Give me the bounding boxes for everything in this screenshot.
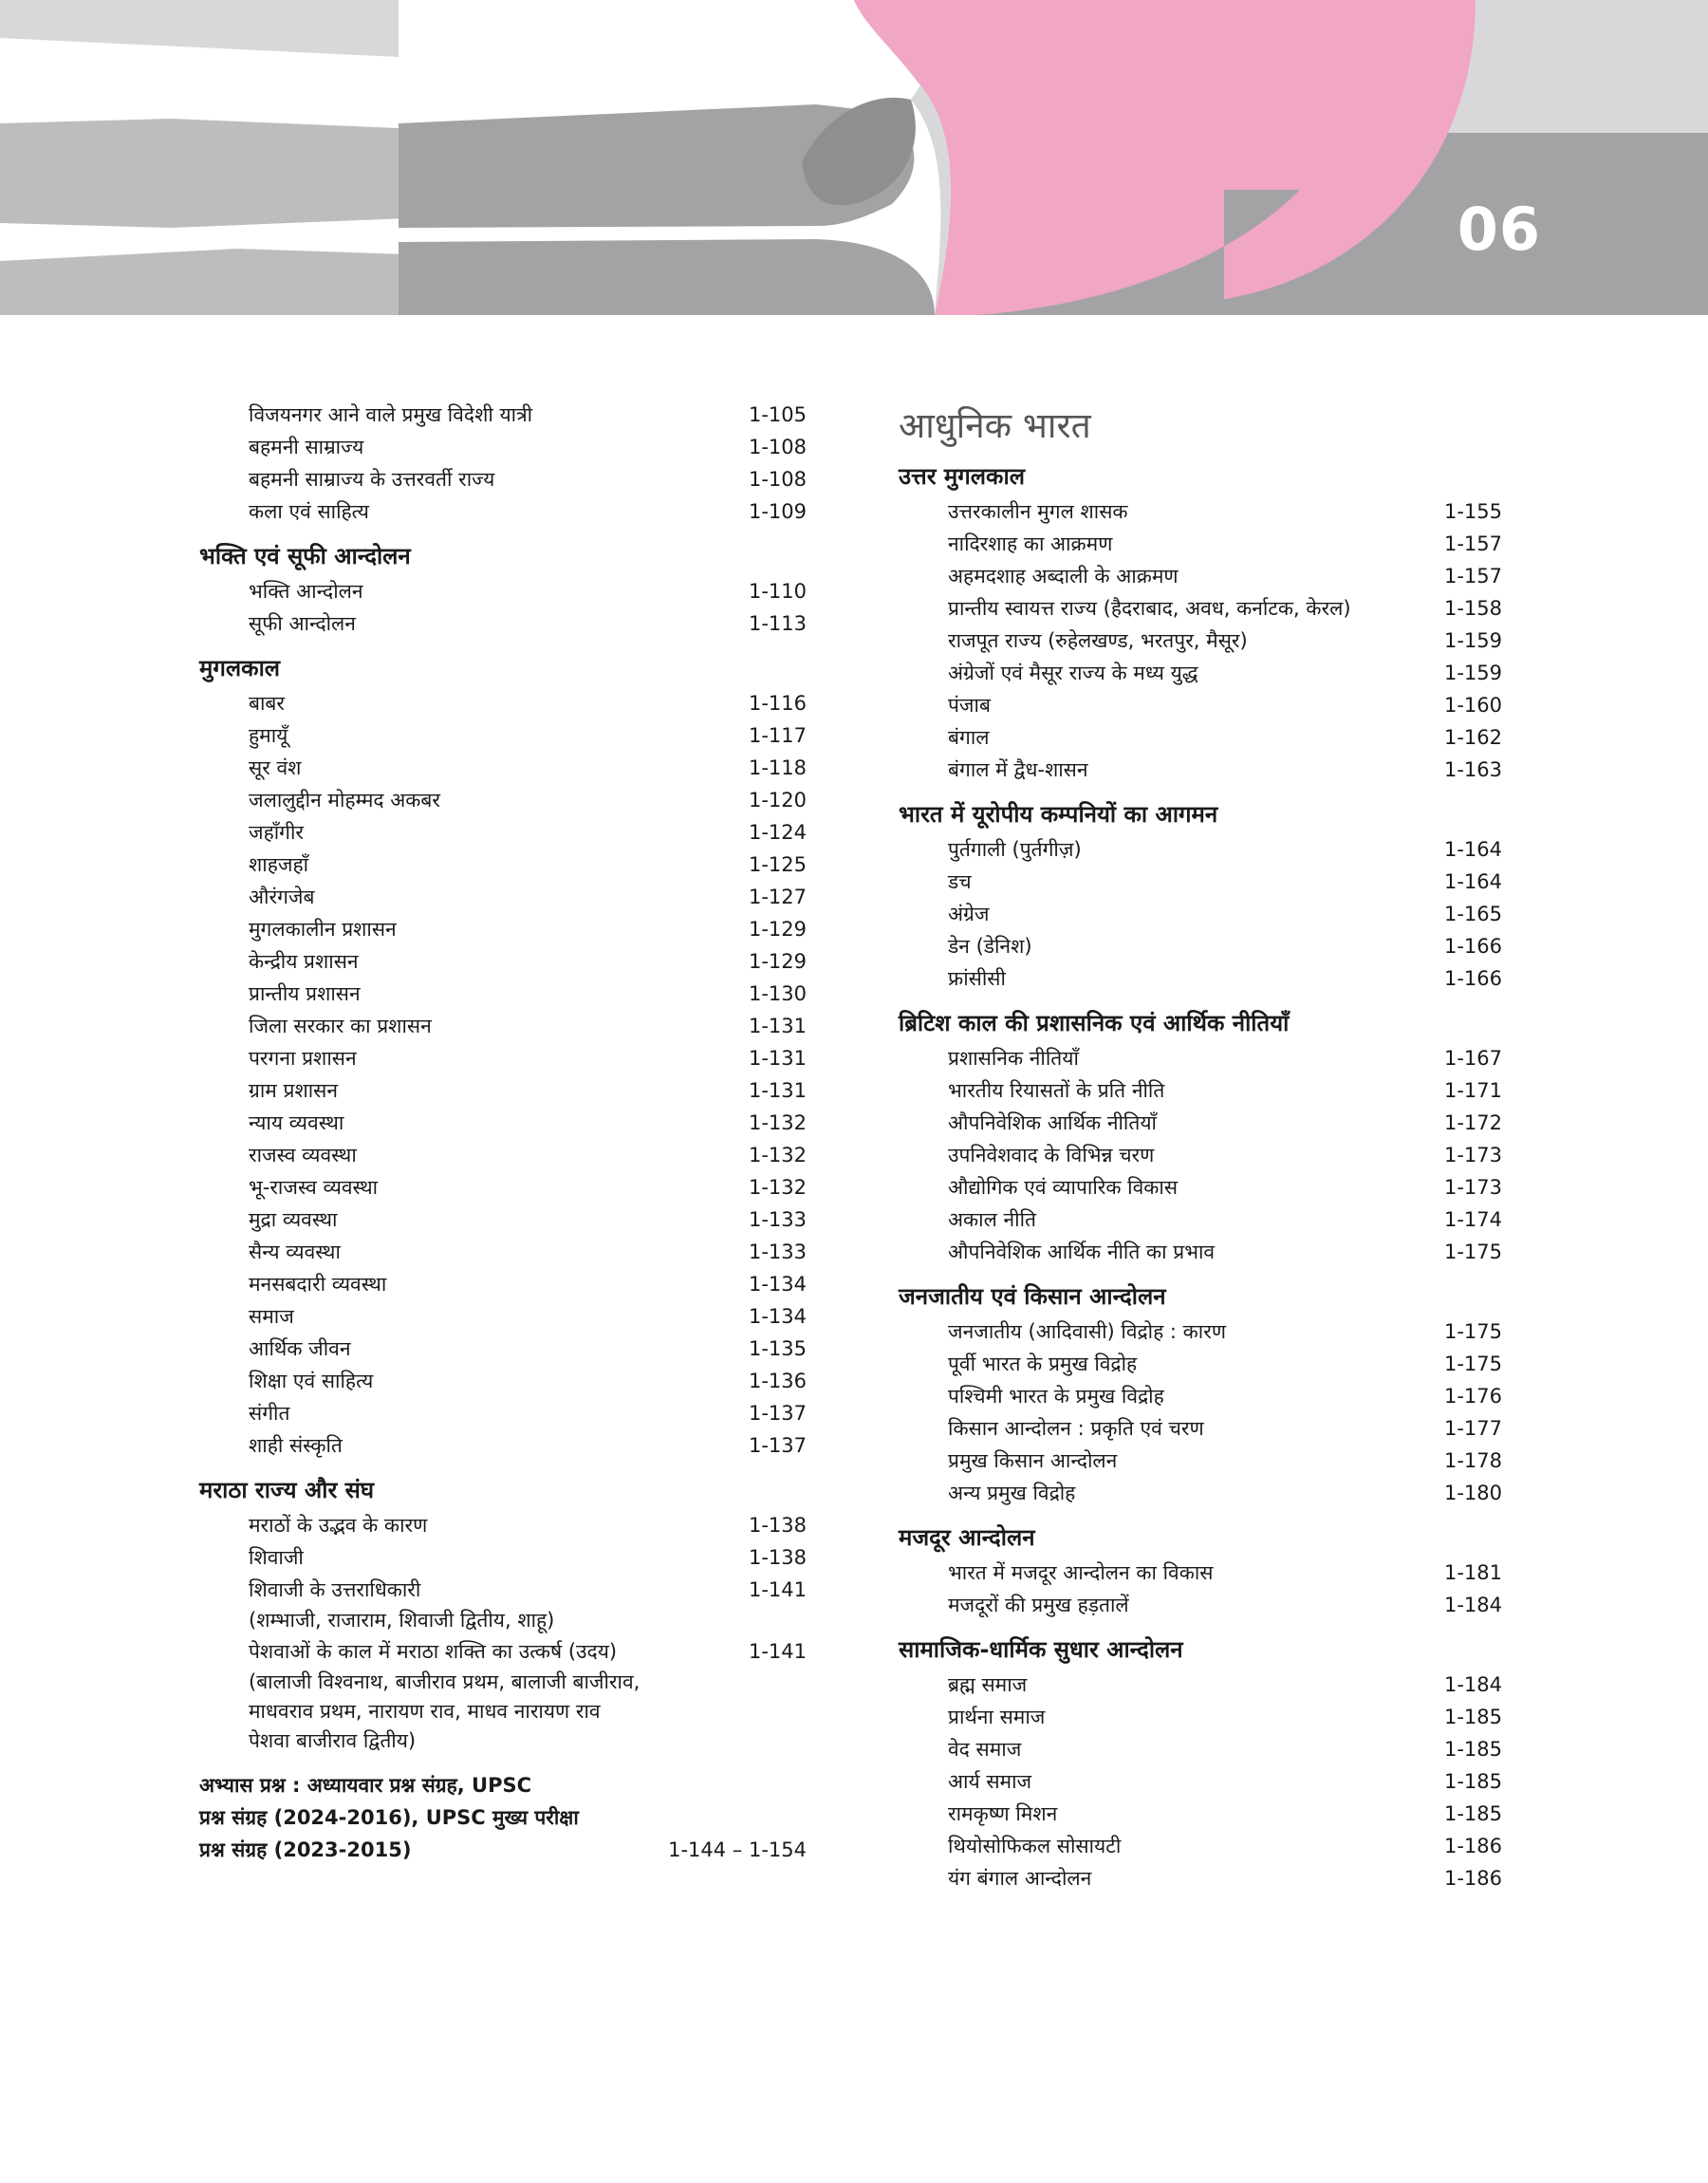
toc-entry-page: 1-109 [748,500,807,523]
toc-entry[interactable] [899,689,1502,721]
toc-entry[interactable] [899,1412,1502,1445]
toc-entry-label: प्रमुख किसान आन्दोलन [948,1449,1118,1472]
toc-entry-page: 1-173 [1443,1176,1502,1199]
toc-entry[interactable] [899,1477,1502,1509]
toc-entry-label: विजयनगर आने वाले प्रमुख विदेशी यात्री [249,403,533,426]
toc-entry-page: 1-165 [1443,903,1502,925]
toc-entry-label: मजदूरों की प्रमुख हड़तालें [948,1594,1129,1616]
toc-entry[interactable] [899,1107,1502,1139]
toc-entry-label: डेन (डेनिश) [948,935,1032,958]
exercise-entry[interactable] [199,1769,807,1866]
toc-entry-label: पुर्तगाली (पुर्तगीज़) [948,838,1082,861]
toc-entry-label: शिवाजी के उत्तराधिकारी [249,1578,421,1601]
toc-entry-page: 1-133 [748,1241,807,1263]
toc-entry-label: बाबर [249,692,286,715]
toc-entry-label: भू-राजस्व व्यवस्था [249,1176,379,1199]
toc-entry-page: 1-173 [1443,1144,1502,1166]
exercise-page-range: 1-144 – 1-154 [668,1838,807,1861]
toc-entry-page: 1-130 [748,982,807,1005]
toc-entry-label: सूफी आन्दोलन [249,612,356,635]
toc-entry[interactable] [899,1798,1502,1830]
toc-entry-page: 1-133 [748,1208,807,1231]
toc-entry-continuation: माधवराव प्रथम, नारायण राव, माधव नारायण राव [249,1700,601,1723]
toc-entry-page: 1-186 [1443,1835,1502,1857]
toc-entry[interactable] [199,1574,807,1606]
toc-entry[interactable] [899,1348,1502,1380]
toc-entry-label: औपनिवेशिक आर्थिक नीति का प्रभाव [948,1241,1216,1263]
toc-entry[interactable] [199,1107,807,1139]
toc-entry-page: 1-129 [748,918,807,941]
toc-entry-page: 1-175 [1443,1241,1502,1263]
toc-entry[interactable] [199,945,807,978]
toc-entry-label: शिवाजी [249,1546,304,1569]
toc-entry[interactable] [199,1074,807,1107]
toc-entry-continuation: (बालाजी विश्वनाथ, बाजीराव प्रथम, बालाजी बाजीराव, [249,1670,640,1693]
toc-entry-page: 1-138 [748,1546,807,1569]
toc-entry[interactable] [899,625,1502,657]
toc-entry-page: 1-184 [1443,1594,1502,1616]
toc-entry-page: 1-131 [748,1047,807,1070]
toc-entry-label: सैन्य व्यवस्था [249,1241,341,1263]
toc-entry-page: 1-158 [1443,597,1502,620]
toc-entry[interactable] [899,754,1502,786]
toc-entry-label: प्रान्तीय प्रशासन [249,982,361,1005]
toc-entry[interactable] [899,721,1502,754]
toc-entry[interactable] [899,898,1502,930]
toc-entry-label: प्रान्तीय स्वायत्त राज्य (हैदराबाद, अवध, कर्नाटक, केरल) [948,597,1351,620]
toc-entry[interactable] [199,1171,807,1203]
toc-entry-label: सूर वंश [249,756,302,779]
part-heading: आधुनिक भारत [899,405,1091,446]
toc-entry-label: राजस्व व्यवस्था [249,1144,357,1166]
toc-entry-page: 1-180 [1443,1482,1502,1504]
toc-entry[interactable] [199,1397,807,1429]
toc-entry[interactable] [199,752,807,784]
section-heading: सामाजिक-धार्मिक सुधार आन्दोलन [899,1636,1183,1663]
decorative-shapes [0,0,1708,315]
toc-entry-page: 1-159 [1443,629,1502,652]
toc-entry[interactable] [199,1333,807,1365]
toc-entry-label: डच [948,870,972,893]
toc-entry-label: ब्रह्म समाज [948,1673,1028,1696]
toc-entry-label: औपनिवेशिक आर्थिक नीतियाँ [948,1111,1157,1134]
toc-entry-page: 1-163 [1443,758,1502,781]
toc-entry[interactable] [899,1042,1502,1074]
toc-entry-page: 1-131 [748,1079,807,1102]
toc-entry-page: 1-118 [748,756,807,779]
toc-entry[interactable] [899,1139,1502,1171]
toc-entry-page: 1-172 [1443,1111,1502,1134]
toc-entry-page: 1-141 [748,1640,807,1663]
toc-entry-label: अंग्रेजों एवं मैसूर राज्य के मध्य युद्ध [948,662,1198,684]
section-heading: भारत में यूरोपीय कम्पनियों का आगमन [899,801,1218,828]
toc-entry-label: बहमनी साम्राज्य [249,436,364,458]
toc-entry-page: 1-135 [748,1337,807,1360]
chapter-number: 06 [1457,195,1541,264]
toc-entry-label: केन्द्रीय प्रशासन [249,950,359,973]
toc-entry-page: 1-116 [748,692,807,715]
toc-entry-page: 1-124 [748,821,807,844]
toc-entry-label: जिला सरकार का प्रशासन [249,1015,432,1037]
toc-entry[interactable] [899,1669,1502,1701]
toc-entry-page: 1-162 [1443,726,1502,749]
toc-entry[interactable] [199,1429,807,1462]
toc-entry[interactable] [199,1042,807,1074]
toc-entry-page: 1-185 [1443,1706,1502,1728]
toc-entry[interactable] [899,495,1502,528]
toc-entry-label: अंग्रेज [948,903,990,925]
toc-entry-label: समाज [249,1305,294,1328]
toc-entry-label: औद्योगिक एवं व्यापारिक विकास [948,1176,1179,1199]
toc-entry-page: 1-141 [748,1578,807,1601]
header-banner [0,0,1708,315]
toc-entry-continuation: पेशवा बाजीराव द्वितीय) [249,1729,417,1752]
toc-entry-page: 1-138 [748,1514,807,1537]
toc-entry[interactable] [899,657,1502,689]
toc-entry-label: पूर्वी भारत के प्रमुख विद्रोह [948,1353,1138,1375]
toc-entry-label: उपनिवेशवाद के विभिन्न चरण [948,1144,1155,1166]
toc-entry-label: पंजाब [948,694,991,717]
toc-entry[interactable] [199,687,807,719]
toc-entry-label: शिक्षा एवं साहित्य [249,1370,374,1392]
toc-entry-page: 1-108 [748,436,807,458]
toc-entry-label: शाही संस्कृति [249,1434,343,1457]
toc-entry-page: 1-166 [1443,935,1502,958]
toc-entry-page: 1-157 [1443,565,1502,588]
toc-entry[interactable] [199,1635,807,1668]
toc-entry-page: 1-164 [1443,870,1502,893]
toc-entry-label: किसान आन्दोलन : प्रकृति एवं चरण [948,1417,1204,1440]
toc-entry[interactable] [199,719,807,752]
toc-entry[interactable] [199,1236,807,1268]
section-heading: मराठा राज्य और संघ [199,1477,375,1503]
toc-entry[interactable] [199,1139,807,1171]
toc-entry-page: 1-181 [1443,1561,1502,1584]
toc-entry-page: 1-132 [748,1144,807,1166]
toc-entry[interactable] [899,560,1502,592]
toc-entry-page: 1-176 [1443,1385,1502,1408]
toc-entry-page: 1-117 [748,724,807,747]
toc-entry-page: 1-120 [748,789,807,812]
toc-entry[interactable] [899,1315,1502,1348]
toc-entry[interactable] [899,1765,1502,1798]
toc-entry-label: परगना प्रशासन [249,1047,357,1070]
toc-entry-label: थियोसोफिकल सोसायटी [948,1835,1122,1857]
toc-entry-page: 1-136 [748,1370,807,1392]
toc-entry-label: अहमदशाह अब्दाली के आक्रमण [948,565,1179,588]
toc-entry[interactable] [899,1236,1502,1268]
toc-entry-page: 1-178 [1443,1449,1502,1472]
toc-entry-page: 1-105 [748,403,807,426]
toc-entry-label: फ्रांसीसी [948,967,1006,990]
toc-entry[interactable] [899,1445,1502,1477]
toc-entry-label: वेद समाज [948,1738,1022,1761]
toc-entry-page: 1-184 [1443,1673,1502,1696]
toc-entry-label: मनसबदारी व्यवस्था [249,1273,387,1296]
toc-entry-label: कला एवं साहित्य [249,500,369,523]
toc-entry[interactable] [199,1268,807,1300]
toc-entry[interactable] [899,528,1502,560]
toc-entry[interactable] [199,1203,807,1236]
toc-entry-label: भक्ति आन्दोलन [249,580,363,603]
toc-entry-page: 1-185 [1443,1802,1502,1825]
toc-entry-label: जनजातीय (आदिवासी) विद्रोह : कारण [948,1320,1227,1343]
toc-entry[interactable] [199,784,807,816]
toc-entry-page: 1-175 [1443,1320,1502,1343]
toc-entry[interactable] [199,913,807,945]
toc-entry[interactable] [199,1010,807,1042]
section-heading: उत्तर मुगलकाल [899,463,1025,490]
toc-entry[interactable] [199,1300,807,1333]
toc-entry[interactable] [199,978,807,1010]
toc-entry-page: 1-186 [1443,1867,1502,1890]
toc-entry-label: राजपूत राज्य (रुहेलखण्ड, भरतपुर, मैसूर) [948,629,1248,652]
toc-entry-page: 1-159 [1443,662,1502,684]
toc-entry-label: रामकृष्ण मिशन [948,1802,1058,1825]
toc-entry-page: 1-155 [1443,500,1502,523]
toc-entry-label: जहाँगीर [249,821,305,844]
toc-entry-page: 1-185 [1443,1738,1502,1761]
toc-entry[interactable] [899,866,1502,898]
toc-entry-page: 1-157 [1443,532,1502,555]
toc-entry[interactable] [899,1701,1502,1733]
toc-entry[interactable] [899,1171,1502,1203]
toc-entry[interactable] [899,1589,1502,1621]
toc-entry-label: संगीत [249,1402,290,1425]
toc-entry-label: प्रशासनिक नीतियाँ [948,1047,1079,1070]
toc-entry[interactable] [899,1074,1502,1107]
exercise-line: प्रश्न संग्रह (2024-2016), UPSC मुख्य परीक्षा [199,1806,579,1829]
toc-entry[interactable] [199,495,807,528]
toc-entry-page: 1-113 [748,612,807,635]
exercise-line: प्रश्न संग्रह (2023-2015) [199,1838,412,1861]
toc-entry-label: अन्य प्रमुख विद्रोह [948,1482,1076,1504]
toc-entry-page: 1-132 [748,1111,807,1134]
toc-entry[interactable] [899,833,1502,866]
toc-entry-label: बंगाल [948,726,990,749]
toc-entry-label: आर्य समाज [948,1770,1032,1793]
toc-entry-label: प्रार्थना समाज [948,1706,1046,1728]
toc-entry[interactable] [899,1380,1502,1412]
toc-entry-label: पेशवाओं के काल में मराठा शक्ति का उत्कर्ष (उदय) [249,1640,618,1663]
toc-entry-page: 1-129 [748,950,807,973]
toc-left-column [199,399,807,1866]
toc-entry-page: 1-127 [748,886,807,908]
toc-entry[interactable] [899,930,1502,962]
toc-entry-label: नादिरशाह का आक्रमण [948,532,1113,555]
toc-entry-label: अकाल नीति [948,1208,1037,1231]
toc-entry-label: बहमनी साम्राज्य के उत्तरवर्ती राज्य [249,468,495,491]
toc-entry-page: 1-185 [1443,1770,1502,1793]
section-heading: जनजातीय एवं किसान आन्दोलन [899,1283,1166,1310]
toc-entry[interactable] [199,1541,807,1574]
toc-entry[interactable] [199,607,807,640]
toc-entry-page: 1-171 [1443,1079,1502,1102]
toc-entry[interactable] [199,575,807,607]
toc-entry[interactable] [199,849,807,881]
toc-entry-page: 1-160 [1443,694,1502,717]
toc-entry-label: न्याय व्यवस्था [249,1111,344,1134]
toc-entry[interactable] [199,399,807,431]
toc-entry-label: ग्राम प्रशासन [249,1079,339,1102]
toc-entry[interactable] [199,1365,807,1397]
toc-entry-page: 1-164 [1443,838,1502,861]
toc-entry[interactable] [199,463,807,495]
section-heading: मुगलकाल [199,655,281,681]
section-heading: मजदूर आन्दोलन [899,1524,1035,1551]
toc-entry[interactable] [899,1557,1502,1589]
toc-entry-page: 1-134 [748,1273,807,1296]
toc-entry-label: भारतीय रियासतों के प्रति नीति [948,1079,1165,1102]
section-heading: ब्रिटिश काल की प्रशासनिक एवं आर्थिक नीतियाँ [899,1010,1290,1036]
toc-entry-label: बंगाल में द्वैध-शासन [948,758,1088,781]
toc-entry-label: मुगलकालीन प्रशासन [249,918,397,941]
toc-entry[interactable] [899,1203,1502,1236]
toc-entry-label: औरंगजेब [249,886,315,908]
toc-entry-page: 1-137 [748,1402,807,1425]
toc-right-column [899,399,1502,1894]
toc-entry-page: 1-174 [1443,1208,1502,1231]
toc-entry-page: 1-108 [748,468,807,491]
toc-entry-page: 1-166 [1443,967,1502,990]
toc-entry-label: हुमायूँ [249,724,288,747]
toc-entry-label: उत्तरकालीन मुगल शासक [948,500,1128,523]
toc-entry[interactable] [199,816,807,849]
exercise-line: अभ्यास प्रश्न : अध्यायवार प्रश्न संग्रह, UPSC [199,1774,532,1797]
toc-entry-label: मुद्रा व्यवस्था [249,1208,338,1231]
toc-entry[interactable] [899,1733,1502,1765]
toc-entry-page: 1-137 [748,1434,807,1457]
toc-entry[interactable] [899,962,1502,995]
toc-entry-page: 1-132 [748,1176,807,1199]
toc-entry-page: 1-125 [748,853,807,876]
toc-entry-page: 1-110 [748,580,807,603]
toc-entry[interactable] [899,592,1502,625]
toc-entry-page: 1-167 [1443,1047,1502,1070]
toc-entry-label: मराठों के उद्भव के कारण [249,1514,428,1537]
toc-entry[interactable] [199,1509,807,1541]
toc-entry-page: 1-131 [748,1015,807,1037]
toc-entry-page: 1-175 [1443,1353,1502,1375]
toc-entry-label: जलालुद्दीन मोहम्मद अकबर [249,789,440,812]
toc-entry-label: आर्थिक जीवन [249,1337,351,1360]
toc-entry-label: यंग बंगाल आन्दोलन [948,1867,1092,1890]
toc-entry[interactable] [199,431,807,463]
section-heading: भक्ति एवं सूफी आन्दोलन [199,543,411,569]
toc-entry-label: भारत में मजदूर आन्दोलन का विकास [948,1561,1214,1584]
toc-entry-label: शाहजहाँ [249,853,309,876]
toc-entry-continuation: (शम्भाजी, राजाराम, शिवाजी द्वितीय, शाहू) [249,1609,555,1632]
toc-entry[interactable] [199,881,807,913]
toc-entry-page: 1-177 [1443,1417,1502,1440]
toc-entry[interactable] [899,1862,1502,1894]
toc-entry[interactable] [899,1830,1502,1862]
toc-entry-page: 1-134 [748,1305,807,1328]
toc-entry-label: पश्चिमी भारत के प्रमुख विद्रोह [948,1385,1164,1408]
